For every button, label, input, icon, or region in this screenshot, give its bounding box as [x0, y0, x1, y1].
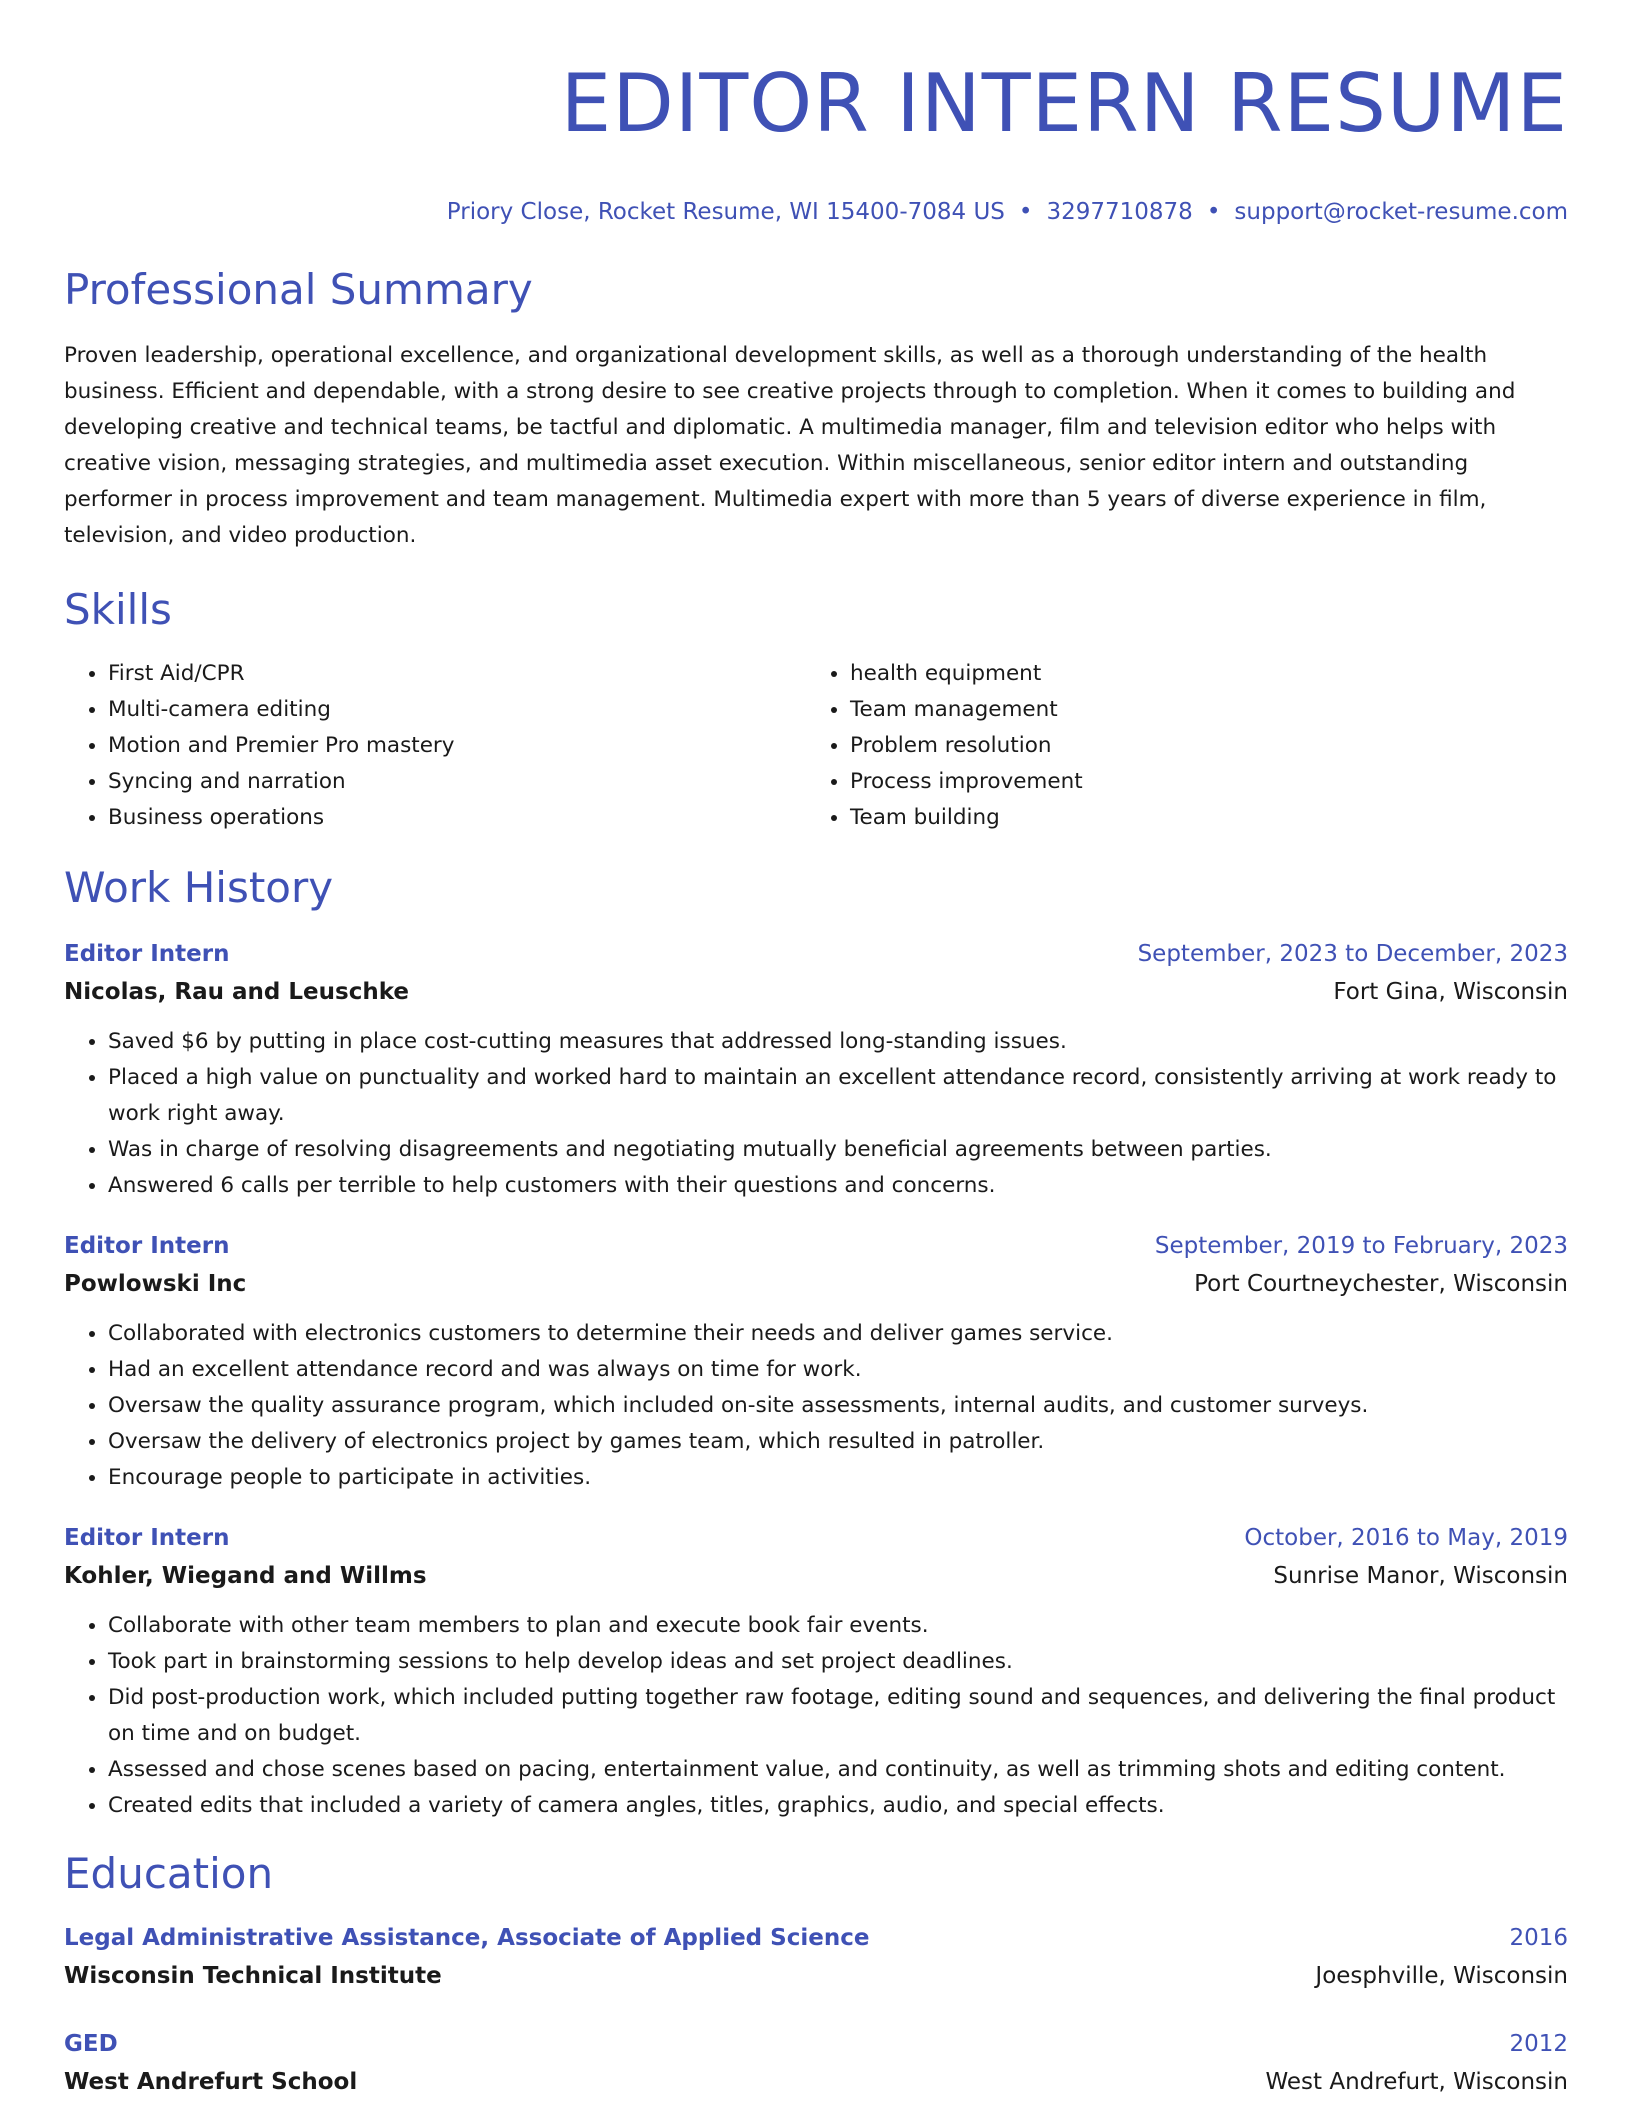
education-location: Joesphville, Wisconsin	[1315, 1963, 1568, 1989]
job-dates: September, 2019 to February, 2023	[1154, 1233, 1568, 1259]
education-year: 2012	[1509, 2031, 1568, 2057]
job-bullet: • Did post-production work, which included putting together raw footage, editing sound and sequences, and delivering the final product on time and on budget.	[108, 1680, 1568, 1752]
education-degree: Legal Administrative Assistance, Associate of Applied Science	[64, 1925, 870, 1951]
contact-address: Priory Close, Rocket Resume, WI 15400-7084 US	[446, 199, 1005, 225]
job-company: Nicolas, Rau and Leuschke	[64, 979, 409, 1005]
job-location: Port Courtneychester, Wisconsin	[1194, 1271, 1568, 1297]
education-degree: GED	[64, 2031, 118, 2057]
contact-email[interactable]: support@rocket-resume.com	[1234, 199, 1568, 225]
skill-item: • Multi-camera editing	[108, 692, 806, 728]
job-dates: September, 2023 to December, 2023	[1137, 941, 1568, 967]
skill-item: • Problem resolution	[850, 728, 1548, 764]
job-bullets	[64, 1024, 1568, 1204]
skill-item: • Team management	[850, 692, 1548, 728]
education-year: 2016	[1509, 1925, 1568, 1951]
job-bullet: • Had an excellent attendance record and was always on time for work.	[108, 1352, 1568, 1388]
education-entry	[64, 1920, 1568, 1996]
skill-item: • Syncing and narration	[108, 764, 806, 800]
job-bullets	[64, 1608, 1568, 1824]
education-entry	[64, 2026, 1568, 2102]
resume-page	[64, 0, 1568, 2102]
work-history-heading: Work History	[64, 863, 334, 912]
summary-text: Proven leadership, operational excellence, and organizational development skills, as well as a thorough understanding of the health business. Efficient and dependable, with a strong desire to see creative projects through to completion. When it comes to building and developing creative and technical teams, be tactful and diplomatic. A multimedia manager, film and television editor who helps with creative vision, messaging strategies, and multimedia asset execution. Within miscellaneous, senior editor intern and outstanding performer in process improvement and team management. Multimedia expert with more than 5 years of diverse experience in film, television, and video production.	[64, 343, 1516, 548]
job-bullet: • Collaborated with electronics customers to determine their needs and deliver games service.	[108, 1316, 1568, 1352]
job-company: Powlowski Inc	[64, 1271, 247, 1297]
skill-item: • Business operations	[108, 800, 806, 836]
skills-list	[64, 656, 1568, 836]
skills-heading: Skills	[64, 585, 172, 634]
education-location: West Andrefurt, Wisconsin	[1265, 2069, 1568, 2095]
job-bullet: • Took part in brainstorming sessions to help develop ideas and set project deadlines.	[108, 1644, 1568, 1680]
skill-item: • health equipment	[850, 656, 1548, 692]
job-bullets	[64, 1316, 1568, 1496]
job-title: Editor Intern	[64, 1233, 230, 1259]
job-bullet: • Oversaw the quality assurance program, which included on-site assessments, internal audits, and customer surveys.	[108, 1388, 1568, 1424]
job-dates: October, 2016 to May, 2019	[1244, 1525, 1568, 1551]
education-school: West Andrefurt School	[64, 2069, 358, 2095]
job-bullet: • Created edits that included a variety of camera angles, titles, graphics, audio, and special effects.	[108, 1788, 1568, 1824]
job-bullet: • Encourage people to participate in activities.	[108, 1460, 1568, 1496]
job-entry	[64, 1228, 1568, 1496]
job-bullet: • Saved $6 by putting in place cost-cutting measures that addressed long-standing issues.	[108, 1024, 1568, 1060]
job-bullet: • Answered 6 calls per terrible to help customers with their questions and concerns.	[108, 1168, 1568, 1204]
contact-phone: 3297710878	[1046, 199, 1193, 225]
education-school: Wisconsin Technical Institute	[64, 1963, 442, 1989]
job-title: Editor Intern	[64, 1525, 230, 1551]
job-location: Sunrise Manor, Wisconsin	[1273, 1563, 1568, 1589]
contact-line	[64, 196, 1568, 228]
job-bullet: • Collaborate with other team members to plan and execute book fair events.	[108, 1608, 1568, 1644]
skill-item: • Motion and Premier Pro mastery	[108, 728, 806, 764]
resume-title: EDITOR INTERN RESUME	[560, 57, 1568, 150]
skill-item: • Team building	[850, 800, 1548, 836]
job-company: Kohler, Wiegand and Willms	[64, 1563, 427, 1589]
contact-separator: •	[1206, 199, 1221, 225]
skill-item: • Process improvement	[850, 764, 1548, 800]
job-bullet: • Placed a high value on punctuality and worked hard to maintain an excellent attendance record, consistently arriving at work ready to work right away.	[108, 1060, 1568, 1132]
job-entry	[64, 1520, 1568, 1824]
job-entry	[64, 936, 1568, 1204]
job-title: Editor Intern	[64, 941, 230, 967]
job-location: Fort Gina, Wisconsin	[1333, 979, 1568, 1005]
job-bullet: • Oversaw the delivery of electronics project by games team, which resulted in patroller.	[108, 1424, 1568, 1460]
contact-separator: •	[1018, 199, 1033, 225]
summary-heading: Professional Summary	[64, 265, 533, 314]
job-bullet: • Was in charge of resolving disagreements and negotiating mutually beneficial agreements between parties.	[108, 1132, 1568, 1168]
job-bullet: • Assessed and chose scenes based on pacing, entertainment value, and continuity, as well as trimming shots and editing content.	[108, 1752, 1568, 1788]
skills-column-right	[806, 656, 1548, 836]
skill-item: • First Aid/CPR	[108, 656, 806, 692]
education-heading: Education	[64, 1849, 274, 1898]
skills-column-left	[64, 656, 806, 836]
